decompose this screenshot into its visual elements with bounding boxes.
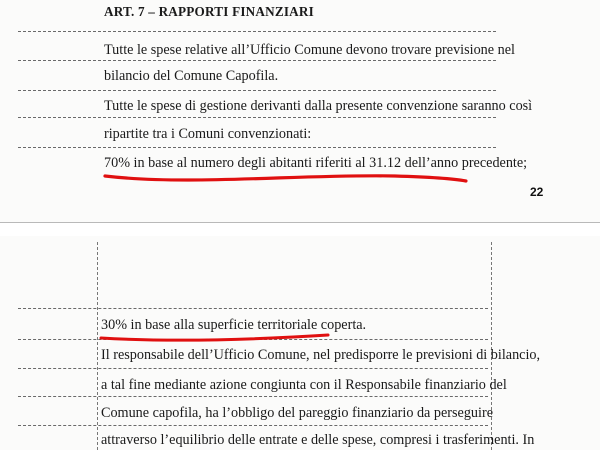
paragraph-line: Il responsabile dell’Ufficio Comune, nel predisporre le previsioni di bilancio, [101, 347, 541, 363]
ruled-line [18, 368, 488, 369]
ruled-line [18, 60, 496, 61]
highlighted-line-30-percent: 30% in base alla superficie territoriale coperta. [101, 317, 367, 333]
paragraph-line: Comune capofila, ha l’obbligo del pareggio finanziario da perseguire [101, 405, 493, 421]
ruled-line [18, 31, 496, 32]
document-page-top [0, 0, 600, 222]
paragraph-line: attraverso l’equilibrio delle entrate e delle spese, compresi i trasferimenti. In [101, 432, 535, 448]
article-heading: ART. 7 – RAPPORTI FINANZIARI [104, 4, 314, 19]
ruled-line [18, 425, 488, 426]
document-page-bottom [0, 236, 600, 450]
paragraph-line: a tal fine mediante azione congiunta con il Responsabile finanziario del [101, 377, 507, 393]
ruled-line [18, 90, 496, 91]
ruled-line [18, 147, 496, 148]
ruled-line [18, 308, 488, 309]
highlighted-line-70-percent: 70% in base al numero degli abitanti riferiti al 31.12 dell’anno precedente; [104, 155, 528, 171]
page-number: 22 [530, 185, 544, 199]
page-separator [0, 222, 600, 237]
ruled-line [18, 117, 496, 118]
margin-line [97, 242, 98, 450]
red-underline-stroke [105, 176, 466, 181]
ruled-line [18, 396, 488, 397]
ruled-line [18, 339, 488, 340]
paragraph-line: Tutte le spese relative all’Ufficio Comune devono trovare previsione nel [104, 42, 515, 58]
paragraph-line: bilancio del Comune Capofila. [104, 68, 279, 84]
paragraph-line: ripartite tra i Comuni convenzionati: [104, 126, 312, 142]
paragraph-line: Tutte le spese di gestione derivanti dalla presente convenzione saranno così [104, 98, 533, 114]
